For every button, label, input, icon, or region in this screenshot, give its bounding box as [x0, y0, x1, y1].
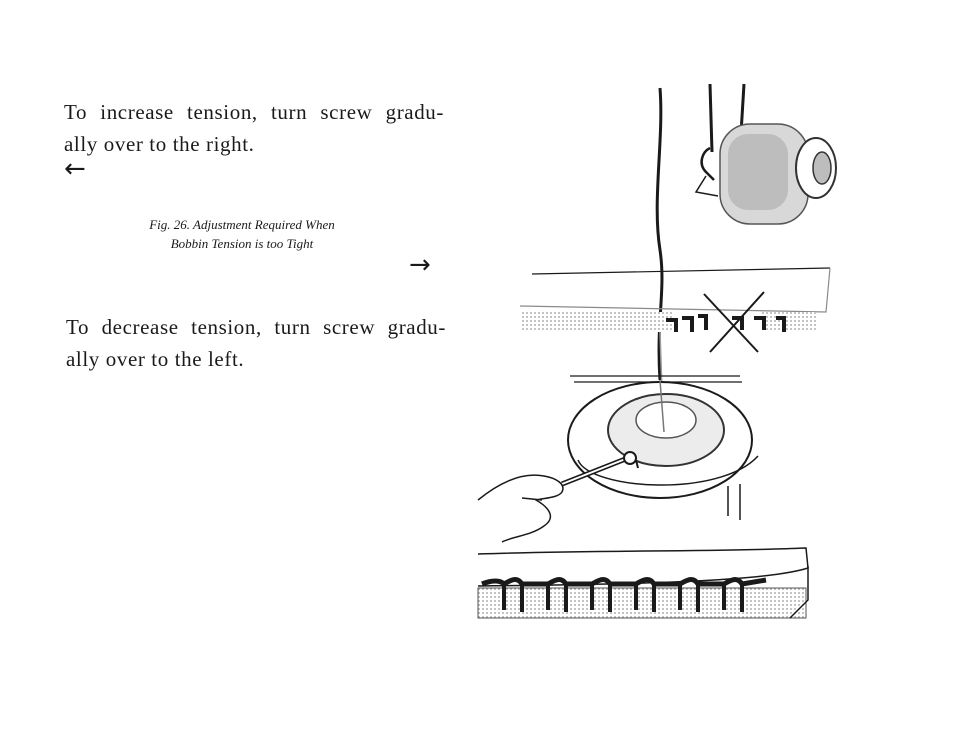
hand-illustration: [478, 475, 563, 542]
upper-threads: [657, 84, 744, 380]
left-arrow-icon: ←: [64, 154, 86, 184]
increase-tension-instruction: [64, 96, 444, 160]
caption-line-2: Bobbin Tension is too Tight: [170, 236, 314, 251]
increase-line-1: To increase tension, turn screw gradu-: [64, 100, 444, 124]
decrease-tension-instruction: [66, 311, 446, 375]
bobbin-tension-illustration: [470, 80, 850, 640]
figure-caption: [112, 215, 372, 253]
fabric-stitching: [520, 268, 830, 390]
bobbin-case-icon: [568, 376, 758, 520]
right-arrow-icon: →: [409, 250, 431, 280]
tension-dial-icon: [696, 124, 836, 224]
increase-line-2: ally over to the right.: [64, 132, 255, 156]
decrease-line-1: To decrease tension, turn screw gradu-: [66, 315, 446, 339]
decrease-line-2: ally over to the left.: [66, 347, 245, 371]
correct-stitch-diagram: [478, 548, 808, 618]
caption-line-1: Fig. 26. Adjustment Required When: [149, 217, 335, 232]
